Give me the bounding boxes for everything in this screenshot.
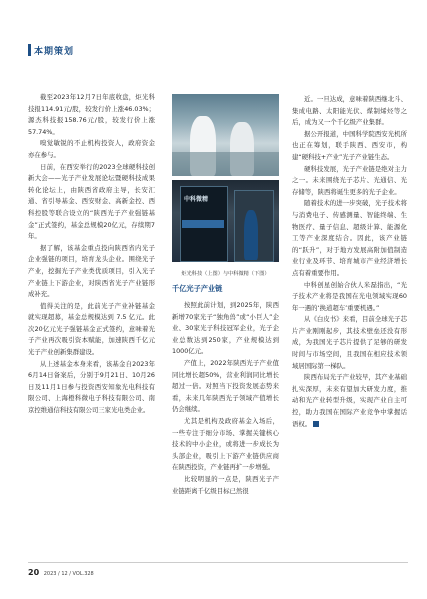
photo-stack xyxy=(172,94,279,268)
section-label: 本期策划 xyxy=(34,47,75,57)
paragraph: 近。一旦达成，意味着陕西继北斗、集成电路、太阳能光伏、煤制烯烃等之后，成为又一个千亿级产业集群。 xyxy=(292,95,407,127)
footer-rule xyxy=(28,562,408,563)
page-number: 20 xyxy=(28,568,40,577)
paragraph: 比较明显的一点是，陕西光子产业链距离千亿级目标已然很 xyxy=(172,474,279,495)
paragraph: 日前，在西安举行的2023全球硬科技创新大会——光子产业发展论坛暨硬科技成果转化论坛上，由陕西省政府主导，长安汇通、省引导基金、西安财金、高新金控、西科控股等联合设立的“陕西光子产业强链基金”正式签约，基金总规模20亿元，存续期7年。 xyxy=(28,162,155,241)
paragraph: 从《白皮书》来看，目前全球光子芯片产业刚刚起步，其技术壁垒还没有形成，为我国光子芯片提供了足够的研发时间与市场空间，且我国在相应技术领域居国际第一梯队。 xyxy=(292,315,407,370)
paragraph xyxy=(292,372,407,430)
section-marker xyxy=(28,44,31,56)
photo-caption: 炬光科技（上图）与中科微精（下图） xyxy=(181,271,270,277)
article-column-3 xyxy=(292,94,407,430)
section-subheading: 千亿光子产业链 xyxy=(172,284,223,293)
paragraph: 硬科技发展，光子产业链是绝对主力之一。未来围绕光子芯片、光通信、光存储等，陕西将诞生更多的光子企业。 xyxy=(292,164,407,196)
paragraph: 随着技术的进一步突破，光子技术将与消费电子、传感测量、智能终端、生物医疗、量子信息、超级计算、能源化工等产业深度结合。因此，该产业链的“跃升”，对于地方发展高附加值制造业行业及环节、培育城市产业经济增长点有着重要作用。 xyxy=(292,199,407,277)
end-mark-icon xyxy=(313,421,319,427)
machine-sign: 中科微精 xyxy=(184,196,209,203)
paragraph: 产值上，2022年陕西光子产业值同比增长超50%，营业利润同比增长超过一倍。对照当下投资发展态势来看，未来几年陕西光子领域产值增长仍会继续。 xyxy=(172,358,279,414)
paragraph: 据了解，该基金重点投向陕西省内光子企业强链的项目，培育龙头企业。围绕光子产业，挖掘光子产业类优质项目，引入光子产业链上下游企业，对陕西省光子产业链形成补充。 xyxy=(28,243,155,299)
paragraph: 尤其是机构及政府基金入场后，一些专注于细分市场、掌握关键核心技术的中小企业，或将进一步成长为头部企业，吸引上下游产业链供应商在陕西投资，产业链再扩一步增强。 xyxy=(172,416,279,472)
paragraph: 据公开报道，中国科学院西安光机所也正在筹划，联手陕西、西安市，构建“硬科技+产业”光子产业链生态。 xyxy=(292,129,407,161)
paragraph: 值得关注的是，此前光子产业补链基金就实现超募，基金总规模达到 7.5 亿元。此次20亿元光子强链基金正式签约，意味着光子产业再次吸引资本赋能，加速陕西千亿元光子产业创新集群建设。 xyxy=(28,301,155,357)
photo-machine-room xyxy=(172,180,279,262)
page-footer xyxy=(28,568,94,577)
paragraph: 截至2023年12月7日年底收盘，炬光科技报114.91元/股，较发行价上涨46.03%；源杰科技报158.76元/股，较发行价上涨57.74%。 xyxy=(28,93,155,136)
page-header-area xyxy=(0,0,427,36)
paragraph: 按照此前计划，到2025年，陕西新增70家光子“独角兽”或“小巨人”企业、30家光子科技冠军企业，光子企业总数达到250家，产业规模达到1000亿元。 xyxy=(172,301,279,356)
paragraph: 从上述基金本身来看，该基金自2023年6月14日备案后，分别于9月21日、10月26日及11月1日参与投资西安知象光电科技有限公司、上海橙科微电子科技有限公司、南京控维通信科技有限公司三家光电类企业。 xyxy=(28,359,155,415)
article-column-2 xyxy=(172,300,279,497)
article-column-1 xyxy=(28,92,155,417)
paragraph: 中科创星创始合伙人米磊指出，“光子技术产业将是我国在光电领域实现60年一遇的‘换道超车’重要机遇。” xyxy=(292,280,407,312)
paragraph: 嗅觉敏锐的不止机构投资人，政府资金亦在参与。 xyxy=(28,139,155,159)
issue-info: 2023 / 12 / VOL.328 xyxy=(43,571,94,577)
paragraph-text: 陕西布局光子产业较早，其产业基础扎实深厚，未来有望加大研发力度，推动和光产业转型升级，实现产业自主可控，助力我国在国际产业竞争中掌握话语权。 xyxy=(292,373,407,428)
photo-lab-workers xyxy=(172,94,279,176)
